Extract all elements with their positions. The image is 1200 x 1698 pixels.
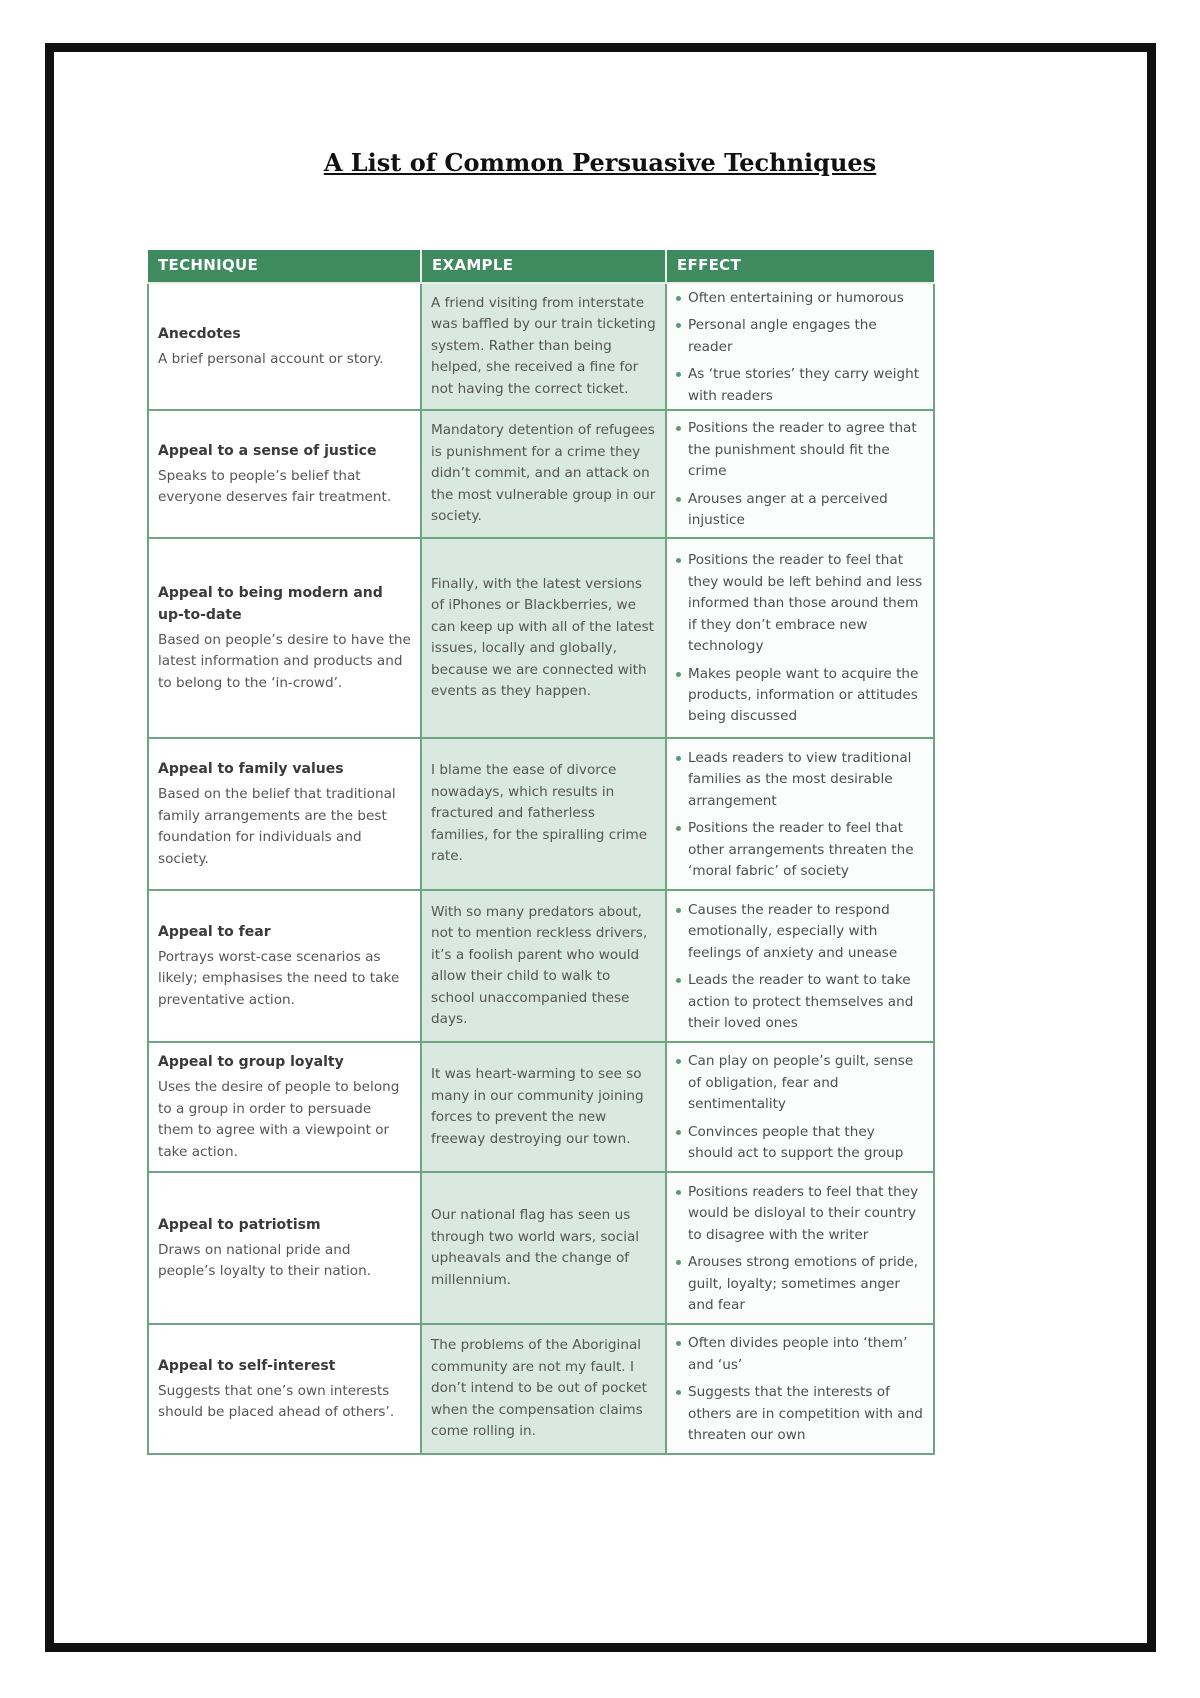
table-row bbox=[148, 538, 934, 738]
effect-item: Positions the reader to feel that they would be left behind and less informed than those around them if they don’t embrace new technology bbox=[676, 550, 924, 657]
effect-cell bbox=[666, 890, 934, 1042]
example-cell: Mandatory detention of refugees is punishment for a crime they didn’t commit, and an attack on the most vulnerable group in our society. bbox=[421, 410, 666, 538]
technique-cell bbox=[148, 283, 421, 410]
effect-cell bbox=[666, 1172, 934, 1324]
example-cell: A friend visiting from interstate was baffled by our train ticketing system. Rather than being helped, she received a fine for not having the correct ticket. bbox=[421, 283, 666, 410]
table-header-row bbox=[148, 250, 934, 283]
technique-cell bbox=[148, 1324, 421, 1454]
technique-name: Appeal to patriotism bbox=[158, 1216, 321, 1233]
technique-cell bbox=[148, 738, 421, 890]
effect-item: Arouses anger at a perceived injustice bbox=[676, 489, 924, 532]
effect-cell bbox=[666, 410, 934, 538]
table-row bbox=[148, 1324, 934, 1454]
header-technique: TECHNIQUE bbox=[148, 250, 421, 283]
effect-list bbox=[676, 748, 924, 883]
effect-item: Can play on people’s guilt, sense of obligation, fear and sentimentality bbox=[676, 1051, 924, 1115]
technique-name: Appeal to family values bbox=[158, 761, 344, 778]
techniques-table bbox=[147, 250, 935, 1455]
effect-item: Positions the reader to feel that other arrangements threaten the ‘moral fabric’ of society bbox=[676, 818, 924, 882]
effect-item: Often divides people into ‘them’ and ‘us’ bbox=[676, 1333, 924, 1376]
effect-item: Positions the reader to agree that the punishment should fit the crime bbox=[676, 418, 924, 482]
effect-cell bbox=[666, 1042, 934, 1172]
effect-item: Leads readers to view traditional families as the most desirable arrangement bbox=[676, 748, 924, 812]
header-example: EXAMPLE bbox=[421, 250, 666, 283]
technique-description: Speaks to people’s belief that everyone deserves fair treatment. bbox=[158, 467, 392, 506]
effect-list bbox=[676, 1051, 924, 1164]
technique-description: Draws on national pride and people’s loyalty to their nation. bbox=[158, 1241, 372, 1280]
effect-list bbox=[676, 418, 924, 531]
effect-cell bbox=[666, 538, 934, 738]
techniques-table-container bbox=[147, 250, 933, 1452]
technique-cell bbox=[148, 1042, 421, 1172]
technique-description: Portrays worst-case scenarios as likely; emphasises the need to take preventative action. bbox=[158, 948, 400, 1008]
technique-name: Appeal to a sense of justice bbox=[158, 442, 377, 459]
example-cell: I blame the ease of divorce nowadays, which results in fractured and fatherless families, for the spiralling crime rate. bbox=[421, 738, 666, 890]
effect-list bbox=[676, 288, 924, 407]
example-cell: It was heart-warming to see so many in our community joining forces to prevent the new freeway destroying our town. bbox=[421, 1042, 666, 1172]
technique-description: A brief personal account or story. bbox=[158, 350, 384, 367]
effect-item: Leads the reader to want to take action to protect themselves and their loved ones bbox=[676, 970, 924, 1034]
effect-cell bbox=[666, 1324, 934, 1454]
effect-item: Convinces people that they should act to support the group bbox=[676, 1122, 924, 1165]
table-row bbox=[148, 410, 934, 538]
table-row bbox=[148, 1042, 934, 1172]
technique-cell bbox=[148, 538, 421, 738]
table-row bbox=[148, 1172, 934, 1324]
effect-item: Suggests that the interests of others are in competition with and threaten our own bbox=[676, 1382, 924, 1446]
technique-cell bbox=[148, 1172, 421, 1324]
effect-list bbox=[676, 1333, 924, 1446]
technique-name: Appeal to fear bbox=[158, 923, 271, 940]
effect-list bbox=[676, 550, 924, 728]
effect-list bbox=[676, 1182, 924, 1317]
example-cell: Finally, with the latest versions of iPhones or Blackberries, we can keep up with all of the latest issues, locally and globally, because we are connected with events as they happen. bbox=[421, 538, 666, 738]
effect-item: Personal angle engages the reader bbox=[676, 315, 924, 358]
table-row bbox=[148, 738, 934, 890]
header-effect: EFFECT bbox=[666, 250, 934, 283]
example-cell: The problems of the Aboriginal community are not my fault. I don’t intend to be out of pocket when the compensation claims come rolling in. bbox=[421, 1324, 666, 1454]
technique-description: Based on people’s desire to have the latest information and products and to belong to the ‘in-crowd’. bbox=[158, 631, 411, 691]
technique-description: Based on the belief that traditional family arrangements are the best foundation for individuals and society. bbox=[158, 786, 396, 867]
effect-item: As ‘true stories’ they carry weight with readers bbox=[676, 364, 924, 407]
effect-cell bbox=[666, 738, 934, 890]
example-cell: Our national flag has seen us through two world wars, social upheavals and the change of millennium. bbox=[421, 1172, 666, 1324]
effect-item: Arouses strong emotions of pride, guilt, loyalty; sometimes anger and fear bbox=[676, 1252, 924, 1316]
technique-cell bbox=[148, 410, 421, 538]
technique-name: Appeal to being modern and up-to-date bbox=[158, 584, 383, 623]
technique-description: Suggests that one’s own interests should be placed ahead of others’. bbox=[158, 1382, 395, 1421]
technique-cell bbox=[148, 890, 421, 1042]
technique-name: Appeal to self-interest bbox=[158, 1357, 336, 1374]
effect-list bbox=[676, 900, 924, 1035]
technique-description: Uses the desire of people to belong to a group in order to persuade them to agree with a viewpoint or take action. bbox=[158, 1079, 400, 1160]
table-row bbox=[148, 890, 934, 1042]
effect-item: Causes the reader to respond emotionally, especially with feelings of anxiety and unease bbox=[676, 900, 924, 964]
page-title: A List of Common Persuasive Techniques bbox=[323, 148, 877, 177]
table-row bbox=[148, 283, 934, 410]
effect-item: Makes people want to acquire the products, information or attitudes being discussed bbox=[676, 664, 924, 728]
effect-item: Positions readers to feel that they would be disloyal to their country to disagree with the writer bbox=[676, 1182, 924, 1246]
effect-item: Often entertaining or humorous bbox=[676, 288, 924, 309]
example-cell: With so many predators about, not to mention reckless drivers, it’s a foolish parent who would allow their child to walk to school unaccompanied these days. bbox=[421, 890, 666, 1042]
technique-name: Appeal to group loyalty bbox=[158, 1054, 344, 1071]
effect-cell bbox=[666, 283, 934, 410]
technique-name: Anecdotes bbox=[158, 325, 241, 342]
